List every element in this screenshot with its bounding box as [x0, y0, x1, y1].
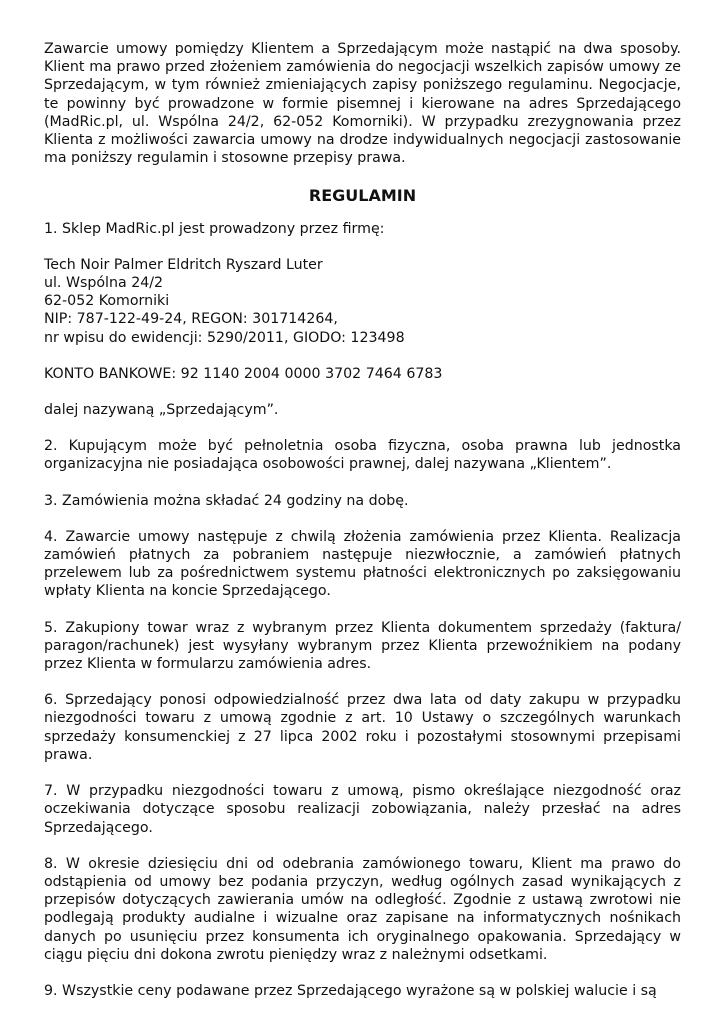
paragraph-9: 9. Wszystkie ceny podawane przez Sprzedającego wyrażone są w polskiej walucie i są [44, 982, 657, 999]
company-address [44, 256, 681, 347]
paragraph-6: 6. Sprzedający ponosi odpowiedzialność przez dwa lata od daty zakupu w przypadku niezgodności towaru z umową zgodnie z art. 10 Ustawy o szczególnych warunkach sprzedaży konsumenckiej z 27 lipca 2002 roku i pozostałymi stosownymi przepisami prawa. [44, 692, 681, 763]
document-title: REGULAMIN [308, 186, 417, 206]
paragraph-7: 7. W przypadku niezgodności towaru z umową, pismo określające niezgodność oraz oczekiwania dotyczące sposobu realizacji zobowiązania, należy przesłać na adres Sprzedającego. [44, 783, 681, 836]
bank-account: KONTO BANKOWE: 92 1140 2004 0000 3702 7464 6783 [44, 365, 443, 382]
address-line-city: 62-052 Komorniki [44, 293, 170, 310]
paragraph-5: 5. Zakupiony towar wraz z wybranym przez Klienta dokumentem sprzedaży (faktura/ paragon/rachunek) jest wysyłany wybranym przez Klienta przewoźnikiem na podany przez Klienta w formularzu zamówienia adres. [44, 619, 681, 673]
paragraph-2: 2. Kupującym może być pełnoletnia osoba fizyczna, osoba prawna lub jednostka organizacyjna nie posiadająca osobowości prawnej, dalej nazywana „Klientem”. [44, 438, 681, 473]
address-line-nip-regon: NIP: 787-122-49-24, REGON: 301714264, [44, 311, 338, 328]
address-line-company: Tech Noir Palmer Eldritch Ryszard Luter [44, 256, 323, 273]
paragraph-4: 4. Zawarcie umowy następuje z chwilą złożenia zamówienia przez Klienta. Realizacja zamówień płatnych za pobraniem następuje niezwłocznie, a zamówień płatnych przelewem lub za pośrednictwem systemu płatności elektronicznych po zaksięgowaniu wpłaty Klienta na koncie Sprzedającego. [44, 528, 681, 600]
intro-paragraph: Zawarcie umowy pomiędzy Klientem a Sprzedającym może nastąpić na dwa sposoby. Klient ma prawo przed złożeniem zamówienia do negocjacji wszelkich zapisów umowy ze Sprzedającym, w tym również zmieniających zapisy poniższego regulaminu. Negocjacje, te powinny być prowadzone w formie pisemnej i kierowane na adres Sprzedającego (MadRic.pl, ul. Wspólna 24/2, 62-052 Komorniki). W przypadku zrezygnowania przez Klienta z możliwości zawarcia umowy na drodze indywidualnych negocjacji zastosowanie ma poniższy regulamin i stosowne przepisy prawa. [44, 41, 681, 167]
paragraph-1: 1. Sklep MadRic.pl jest prowadzony przez firmę: [44, 220, 385, 237]
address-line-registry: nr wpisu do ewidencji: 5290/2011, GIODO: 123498 [44, 329, 405, 346]
paragraph-3: 3. Zamówienia można składać 24 godziny na dobę. [44, 492, 409, 509]
seller-alias: dalej nazywaną „Sprzedającym”. [44, 402, 279, 419]
paragraph-8: 8. W okresie dziesięciu dni od odebrania zamówionego towaru, Klient ma prawo do odstąpienia od umowy bez podania przyczyn, według ogólnych zasad wynikających z przepisów dotyczących zawierania umów na odległość. Zgodnie z ustawą zwrotowi nie podlegają produkty audialne i wizualne oraz zapisane na informatycznych nośnikach danych po usunięciu przez konsumenta ich oryginalnego opakowania. Sprzedający w ciągu pięciu dni dokona zwrotu pieniędzy wraz z należnymi odsetkami. [44, 855, 681, 963]
document-page [44, 40, 681, 1000]
address-line-street: ul. Wspólna 24/2 [44, 275, 164, 292]
